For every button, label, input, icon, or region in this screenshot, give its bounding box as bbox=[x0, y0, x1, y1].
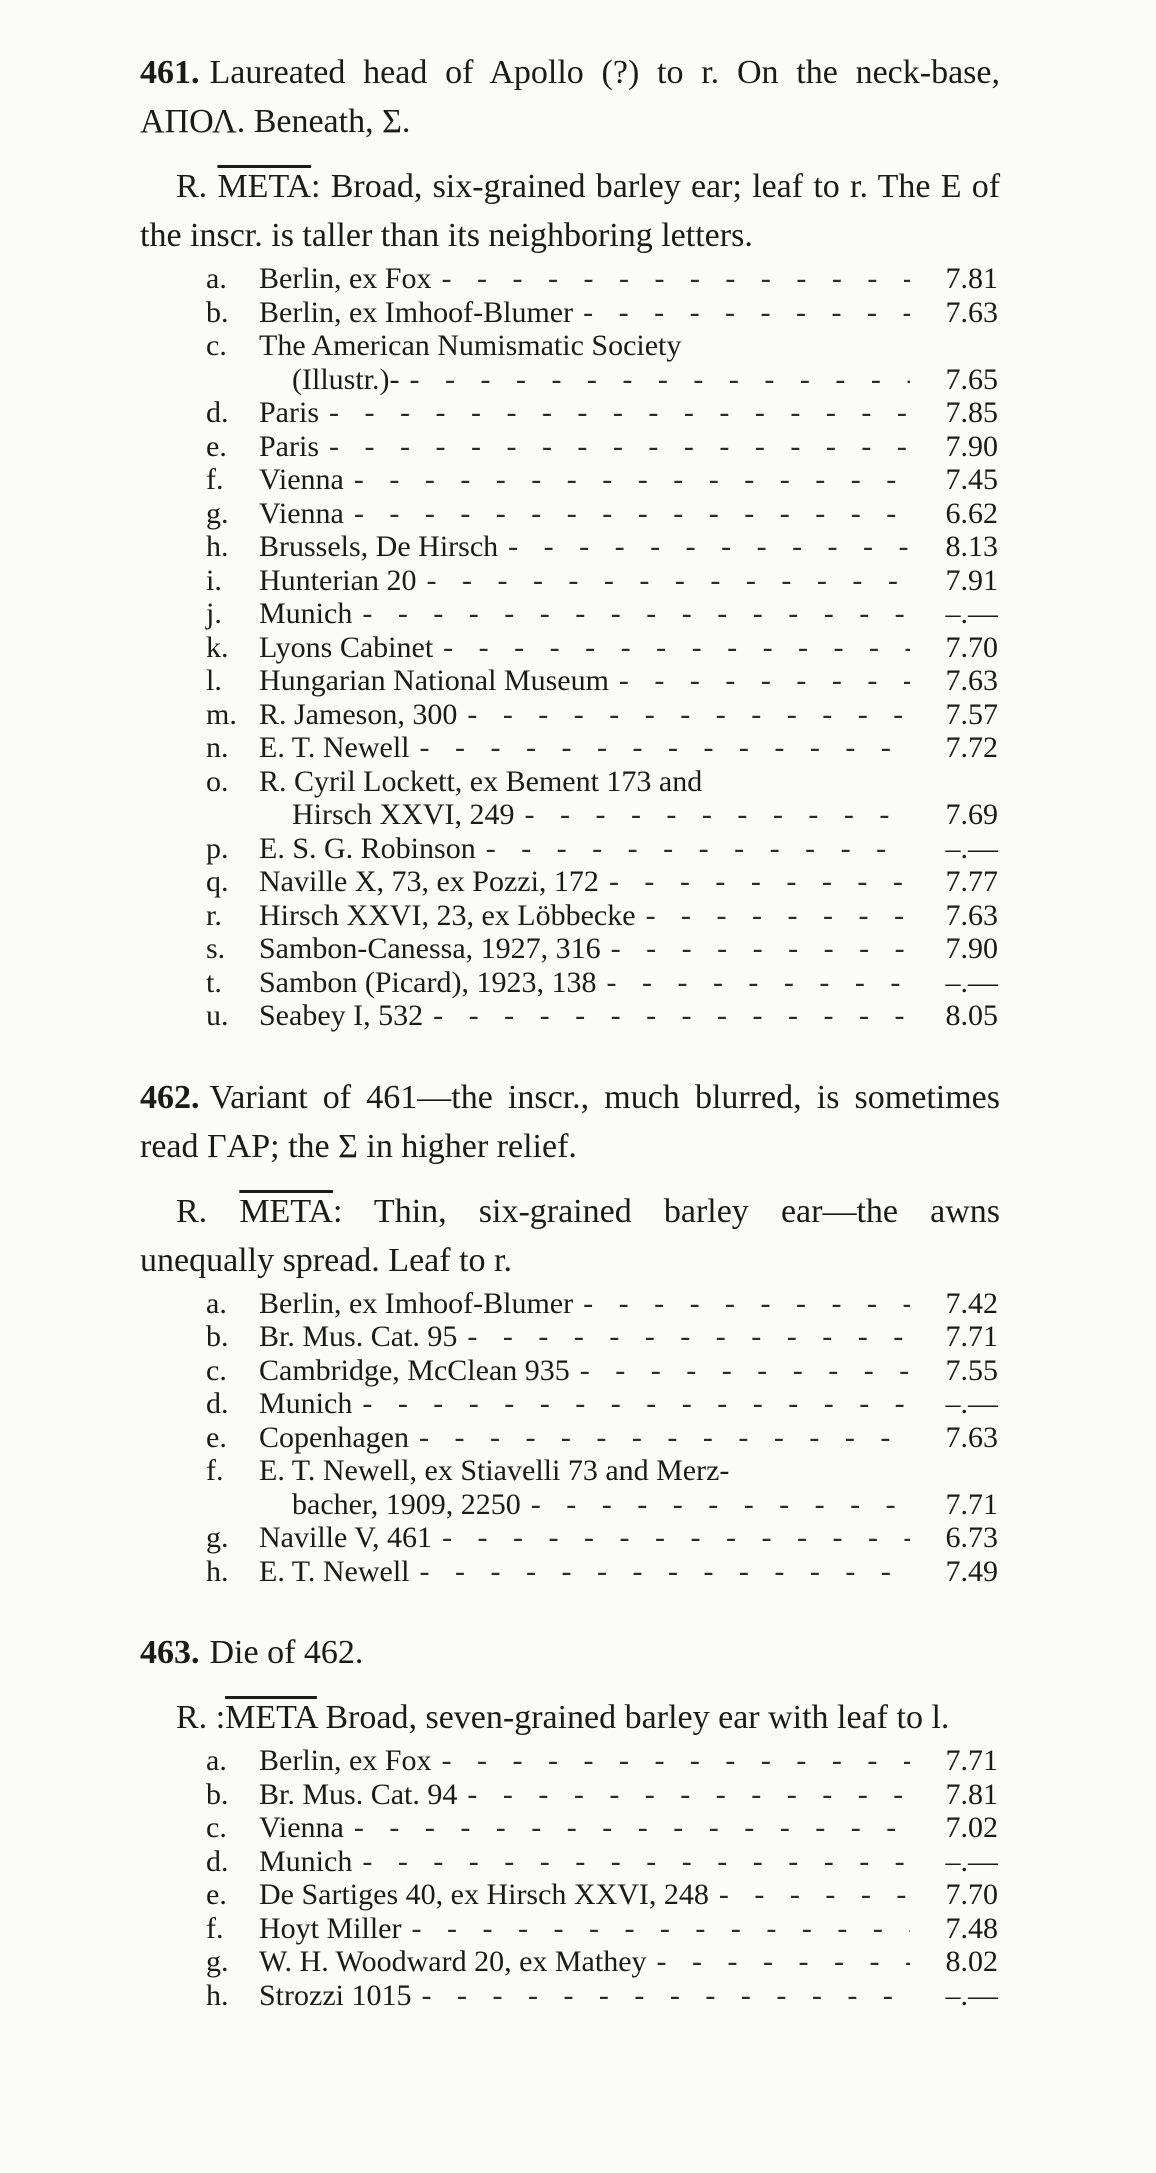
specimen-label: Br. Mus. Cat. 94 bbox=[259, 1777, 458, 1811]
specimen-row bbox=[140, 1778, 1000, 1812]
specimen-weight: 7.71 bbox=[945, 1320, 998, 1353]
specimen-row bbox=[140, 1320, 1000, 1354]
specimen-letter: b. bbox=[206, 1777, 229, 1811]
leader-dots bbox=[442, 1521, 910, 1555]
specimen-label: Vienna bbox=[259, 1811, 344, 1844]
specimen-text bbox=[259, 1454, 920, 1488]
reverse-legend: META bbox=[225, 1699, 317, 1736]
leader-dots bbox=[508, 530, 910, 564]
specimen-weight: 7.69 bbox=[945, 798, 998, 831]
specimen-letter: d. bbox=[206, 1387, 229, 1420]
specimen-row bbox=[140, 530, 1000, 564]
specimen-text bbox=[259, 1878, 920, 1912]
leader-dots bbox=[362, 1387, 910, 1421]
specimen-text bbox=[259, 1778, 920, 1812]
specimen-label: W. H. Woodward 20, ex Mathey bbox=[259, 1945, 647, 1978]
specimen-text bbox=[259, 765, 920, 799]
leader-dots bbox=[580, 1354, 910, 1388]
specimen-weight: 7.77 bbox=[945, 865, 998, 898]
specimen-row bbox=[140, 564, 1000, 598]
specimen-row bbox=[140, 262, 1000, 296]
specimen-row bbox=[140, 1354, 1000, 1388]
specimen-label: Hungarian National Museum bbox=[259, 664, 609, 697]
specimen-text bbox=[259, 631, 920, 665]
specimen-label: Naville V, 461 bbox=[259, 1521, 433, 1554]
specimen-weight: 7.48 bbox=[945, 1911, 998, 1945]
specimen-letter: f. bbox=[206, 1911, 224, 1945]
leader-dots bbox=[619, 664, 910, 698]
specimen-text bbox=[259, 1387, 920, 1421]
specimen-text bbox=[259, 262, 920, 296]
obverse-description: 463. Die of 462. bbox=[140, 1634, 364, 1671]
specimen-label: Copenhagen bbox=[259, 1420, 409, 1454]
entry-number: 461. bbox=[140, 54, 200, 91]
obverse-description: 461. Laureated head of Apollo (?) to r. On the neck-base, ΑΠΟΛ. Beneath, Σ. bbox=[140, 54, 1000, 140]
specimen-text bbox=[259, 1287, 920, 1321]
specimen-text bbox=[259, 1945, 920, 1979]
specimen-letter: e. bbox=[206, 1420, 227, 1454]
specimen-text bbox=[259, 530, 920, 564]
specimen-text bbox=[259, 463, 920, 497]
specimen-label: Hoyt Miller bbox=[259, 1911, 402, 1945]
reverse-description: R. :META Broad, seven-grained barley ear with leaf to l. bbox=[140, 1693, 1000, 1742]
specimen-text bbox=[259, 597, 920, 631]
specimen-text bbox=[259, 329, 920, 363]
specimen-text bbox=[259, 1488, 920, 1522]
leader-dots bbox=[419, 1421, 910, 1455]
specimen-letter: k. bbox=[206, 630, 229, 664]
specimen-row bbox=[140, 497, 1000, 531]
leader-dots bbox=[354, 497, 910, 531]
reverse-legend: META bbox=[239, 1192, 333, 1230]
specimen-label: Sambon (Picard), 1923, 138 bbox=[259, 965, 597, 999]
leader-dots bbox=[420, 1555, 910, 1589]
specimen-row bbox=[140, 1945, 1000, 1979]
specimen-weight: 7.65 bbox=[945, 362, 998, 396]
leader-dots bbox=[609, 865, 910, 899]
entry-462 bbox=[140, 1073, 1000, 1589]
specimen-letter: g. bbox=[206, 496, 229, 530]
specimen-letter: r. bbox=[206, 898, 222, 932]
specimen-text bbox=[259, 865, 920, 899]
specimen-weight: 7.63 bbox=[945, 898, 998, 932]
leader-dots bbox=[583, 296, 910, 330]
specimen-weight: 7.70 bbox=[945, 630, 998, 664]
specimen-label: E. S. G. Robinson bbox=[259, 831, 476, 865]
specimen-weight: 7.55 bbox=[945, 1353, 998, 1387]
reverse-prefix: R. bbox=[176, 1192, 208, 1230]
specimen-text bbox=[259, 1354, 920, 1388]
leader-dots bbox=[421, 1979, 910, 2013]
specimen-weight: 7.91 bbox=[945, 563, 998, 597]
specimen-text bbox=[259, 1912, 920, 1946]
leader-dots bbox=[426, 564, 910, 598]
leader-dots bbox=[412, 1912, 911, 1946]
specimen-weight: 7.81 bbox=[945, 1777, 998, 1811]
specimen-label: E. T. Newell bbox=[259, 731, 410, 764]
leader-dots bbox=[354, 1811, 910, 1845]
specimen-letter: u. bbox=[206, 999, 229, 1032]
specimen-weight: –.— bbox=[945, 1978, 998, 2012]
specimen-letter: a. bbox=[206, 1744, 227, 1777]
leader-dots bbox=[611, 932, 910, 966]
specimen-text bbox=[259, 1555, 920, 1589]
specimen-letter: n. bbox=[206, 731, 229, 764]
specimen-letter: l. bbox=[206, 664, 222, 697]
specimen-label: Hunterian 20 bbox=[259, 563, 417, 597]
specimen-letter: h. bbox=[206, 1978, 229, 2012]
specimen-text bbox=[259, 564, 920, 598]
specimen-label-continued: bacher, 1909, 2250 bbox=[292, 1487, 521, 1521]
specimen-letter: e. bbox=[206, 429, 227, 463]
specimen-row bbox=[140, 1744, 1000, 1778]
specimen-weight: 8.02 bbox=[945, 1945, 998, 1978]
specimen-text bbox=[259, 899, 920, 933]
specimen-weight: –.— bbox=[945, 1387, 998, 1420]
specimen-weight: 6.73 bbox=[945, 1521, 998, 1554]
specimen-label: The American Numismatic Society bbox=[259, 329, 682, 362]
specimen-row bbox=[140, 865, 1000, 899]
specimen-row bbox=[140, 1521, 1000, 1555]
reverse-description: R. META: Broad, six-grained barley ear; leaf to r. The E of the inscr. is taller than its neighboring letters. bbox=[140, 168, 1001, 254]
specimen-row bbox=[140, 765, 1000, 799]
leader-dots bbox=[442, 1744, 911, 1778]
specimen-row bbox=[140, 966, 1000, 1000]
specimen-row bbox=[140, 698, 1000, 732]
specimen-letter: b. bbox=[206, 295, 229, 329]
specimen-letter: g. bbox=[206, 1521, 229, 1554]
specimen-label: Cambridge, McClean 935 bbox=[259, 1353, 570, 1387]
leader-dots bbox=[442, 262, 911, 296]
specimen-label: R. Jameson, 300 bbox=[259, 697, 458, 731]
specimen-weight: –.— bbox=[945, 831, 998, 865]
catalogue-page bbox=[140, 48, 1000, 2012]
leader-dots bbox=[467, 1778, 910, 1812]
specimen-letter: e. bbox=[206, 1878, 227, 1911]
specimen-letter: t. bbox=[206, 965, 222, 999]
specimen-letter: i. bbox=[206, 563, 222, 597]
specimen-row bbox=[140, 463, 1000, 497]
specimen-label-continued: (Illustr.)- bbox=[292, 362, 400, 396]
specimen-row bbox=[140, 296, 1000, 330]
specimen-text bbox=[259, 1845, 920, 1879]
specimen-text bbox=[259, 932, 920, 966]
specimen-label: De Sartiges 40, ex Hirsch XXVI, 248 bbox=[259, 1878, 709, 1911]
specimen-list bbox=[140, 262, 1000, 1033]
obverse-description: 462. Variant of 461—the inscr., much blurred, is sometimes read ΓAP; the Σ in higher relief. bbox=[140, 1078, 1000, 1165]
specimen-list bbox=[140, 1744, 1000, 2012]
specimen-letter: d. bbox=[206, 396, 229, 429]
specimen-weight: 7.85 bbox=[945, 396, 998, 429]
specimen-letter: j. bbox=[206, 597, 222, 630]
specimen-label: Lyons Cabinet bbox=[259, 630, 434, 664]
specimen-text bbox=[259, 497, 920, 531]
specimen-letter: a. bbox=[206, 1286, 227, 1320]
specimen-text bbox=[259, 1521, 920, 1555]
specimen-text bbox=[259, 1320, 920, 1354]
specimen-letter: q. bbox=[206, 865, 229, 898]
specimen-row bbox=[140, 1845, 1000, 1879]
specimen-row-continued bbox=[140, 363, 1000, 397]
entry-number: 463. bbox=[140, 1634, 200, 1671]
leader-dots bbox=[719, 1878, 910, 1912]
specimen-weight: 7.63 bbox=[945, 664, 998, 697]
specimen-row bbox=[140, 1421, 1000, 1455]
specimen-weight: 7.90 bbox=[945, 429, 998, 463]
specimen-letter: a. bbox=[206, 262, 227, 295]
specimen-letter: c. bbox=[206, 1353, 227, 1387]
specimen-row bbox=[140, 664, 1000, 698]
specimen-list bbox=[140, 1287, 1000, 1589]
reverse-prefix: R. bbox=[176, 168, 208, 205]
specimen-text bbox=[259, 798, 920, 832]
specimen-row bbox=[140, 1979, 1000, 2013]
specimen-row-continued bbox=[140, 798, 1000, 832]
specimen-text bbox=[259, 731, 920, 765]
specimen-label: Berlin, ex Imhoof-Blumer bbox=[259, 295, 574, 329]
specimen-row bbox=[140, 597, 1000, 631]
leader-dots bbox=[606, 966, 910, 1000]
specimen-label: E. T. Newell bbox=[259, 1554, 410, 1588]
specimen-row bbox=[140, 1555, 1000, 1589]
specimen-row bbox=[140, 999, 1000, 1033]
specimen-letter: o. bbox=[206, 764, 229, 798]
specimen-row bbox=[140, 1878, 1000, 1912]
specimen-letter: f. bbox=[206, 463, 224, 496]
specimen-row bbox=[140, 1811, 1000, 1845]
leader-dots bbox=[486, 832, 910, 866]
specimen-label: Hirsch XXVI, 23, ex Löbbecke bbox=[259, 898, 636, 932]
specimen-weight: 7.49 bbox=[945, 1554, 998, 1588]
specimen-weight: –.— bbox=[945, 965, 998, 999]
specimen-weight: 7.45 bbox=[945, 463, 998, 496]
specimen-label-continued: Hirsch XXVI, 249 bbox=[292, 798, 515, 831]
specimen-letter: h. bbox=[206, 530, 229, 563]
specimen-weight: 7.02 bbox=[945, 1811, 998, 1844]
leader-dots bbox=[467, 1320, 910, 1354]
specimen-letter: h. bbox=[206, 1554, 229, 1588]
specimen-label: Berlin, ex Fox bbox=[259, 262, 432, 295]
leader-dots bbox=[329, 396, 910, 430]
leader-dots bbox=[433, 999, 910, 1033]
reverse-description: R. META: Thin, six-grained barley ear—the awns unequally spread. Leaf to r. bbox=[140, 1192, 1000, 1279]
specimen-letter: b. bbox=[206, 1320, 229, 1353]
leader-dots bbox=[531, 1488, 910, 1522]
specimen-weight: –.— bbox=[945, 597, 998, 630]
specimen-label: Strozzi 1015 bbox=[259, 1978, 412, 2012]
specimen-weight: 6.62 bbox=[945, 496, 998, 530]
specimen-row bbox=[140, 1287, 1000, 1321]
specimen-text bbox=[259, 1979, 920, 2013]
specimen-label: Paris bbox=[259, 396, 319, 429]
specimen-row bbox=[140, 396, 1000, 430]
specimen-row bbox=[140, 1454, 1000, 1488]
specimen-weight: 7.81 bbox=[945, 262, 998, 295]
leader-dots bbox=[443, 631, 910, 665]
specimen-text bbox=[259, 1744, 920, 1778]
specimen-label: Vienna bbox=[259, 463, 344, 496]
specimen-label: Munich bbox=[259, 1844, 353, 1878]
specimen-text bbox=[259, 832, 920, 866]
specimen-row bbox=[140, 1387, 1000, 1421]
leader-dots bbox=[329, 430, 910, 464]
specimen-text bbox=[259, 999, 920, 1033]
specimen-label: Sambon-Canessa, 1927, 316 bbox=[259, 932, 601, 965]
specimen-text bbox=[259, 1811, 920, 1845]
leader-dots bbox=[524, 798, 910, 832]
leader-dots bbox=[354, 463, 910, 497]
specimen-text bbox=[259, 1421, 920, 1455]
specimen-weight: 7.42 bbox=[945, 1286, 998, 1320]
specimen-label: Munich bbox=[259, 597, 353, 630]
specimen-text bbox=[259, 430, 920, 464]
specimen-weight: 8.05 bbox=[945, 999, 998, 1032]
specimen-letter: c. bbox=[206, 1811, 227, 1844]
specimen-weight: 7.63 bbox=[945, 295, 998, 329]
specimen-label: Seabey I, 532 bbox=[259, 999, 424, 1032]
entry-461 bbox=[140, 48, 1000, 1033]
specimen-letter: s. bbox=[206, 932, 226, 965]
specimen-label: Vienna bbox=[259, 496, 344, 530]
leader-dots bbox=[362, 1845, 910, 1879]
specimen-letter: f. bbox=[206, 1454, 224, 1487]
specimen-weight: 7.70 bbox=[945, 1878, 998, 1911]
specimen-letter: p. bbox=[206, 831, 229, 865]
specimen-label: Berlin, ex Fox bbox=[259, 1744, 432, 1777]
specimen-row bbox=[140, 731, 1000, 765]
specimen-row bbox=[140, 832, 1000, 866]
specimen-weight: 7.71 bbox=[945, 1487, 998, 1521]
leader-dots bbox=[583, 1287, 910, 1321]
specimen-row bbox=[140, 1912, 1000, 1946]
specimen-row-continued bbox=[140, 1488, 1000, 1522]
leader-dots bbox=[657, 1945, 910, 1979]
entry-number: 462. bbox=[140, 1078, 200, 1116]
specimen-label: Paris bbox=[259, 429, 319, 463]
specimen-label: E. T. Newell, ex Stiavelli 73 and Merz- bbox=[259, 1454, 730, 1487]
specimen-letter: c. bbox=[206, 329, 227, 362]
specimen-letter: g. bbox=[206, 1945, 229, 1978]
leader-dots bbox=[409, 363, 910, 397]
specimen-letter: m. bbox=[206, 697, 237, 731]
specimen-row bbox=[140, 899, 1000, 933]
specimen-text bbox=[259, 363, 920, 397]
specimen-label: Br. Mus. Cat. 95 bbox=[259, 1320, 458, 1353]
specimen-weight: 7.57 bbox=[945, 697, 998, 731]
leader-dots bbox=[362, 597, 910, 631]
specimen-row bbox=[140, 329, 1000, 363]
specimen-weight: 7.72 bbox=[945, 731, 998, 764]
specimen-weight: 7.71 bbox=[945, 1744, 998, 1777]
specimen-label: Naville X, 73, ex Pozzi, 172 bbox=[259, 865, 599, 898]
specimen-text bbox=[259, 664, 920, 698]
specimen-letter: d. bbox=[206, 1844, 229, 1878]
specimen-label: Brussels, De Hirsch bbox=[259, 530, 499, 563]
specimen-label: R. Cyril Lockett, ex Bement 173 and bbox=[259, 764, 703, 798]
specimen-label: Munich bbox=[259, 1387, 353, 1420]
specimen-row bbox=[140, 932, 1000, 966]
leader-dots bbox=[420, 731, 910, 765]
specimen-row bbox=[140, 631, 1000, 665]
specimen-label: Berlin, ex Imhoof-Blumer bbox=[259, 1286, 574, 1320]
specimen-weight: 7.63 bbox=[945, 1420, 998, 1454]
specimen-text bbox=[259, 296, 920, 330]
specimen-text bbox=[259, 698, 920, 732]
specimen-text bbox=[259, 396, 920, 430]
specimen-row bbox=[140, 430, 1000, 464]
entry-463 bbox=[140, 1628, 1000, 2012]
reverse-prefix: R. bbox=[176, 1699, 208, 1736]
leader-dots bbox=[467, 698, 910, 732]
specimen-text bbox=[259, 966, 920, 1000]
specimen-weight: 7.90 bbox=[945, 932, 998, 965]
reverse-legend: META bbox=[217, 168, 312, 205]
specimen-weight: –.— bbox=[945, 1844, 998, 1878]
specimen-weight: 8.13 bbox=[945, 530, 998, 563]
leader-dots bbox=[646, 899, 910, 933]
